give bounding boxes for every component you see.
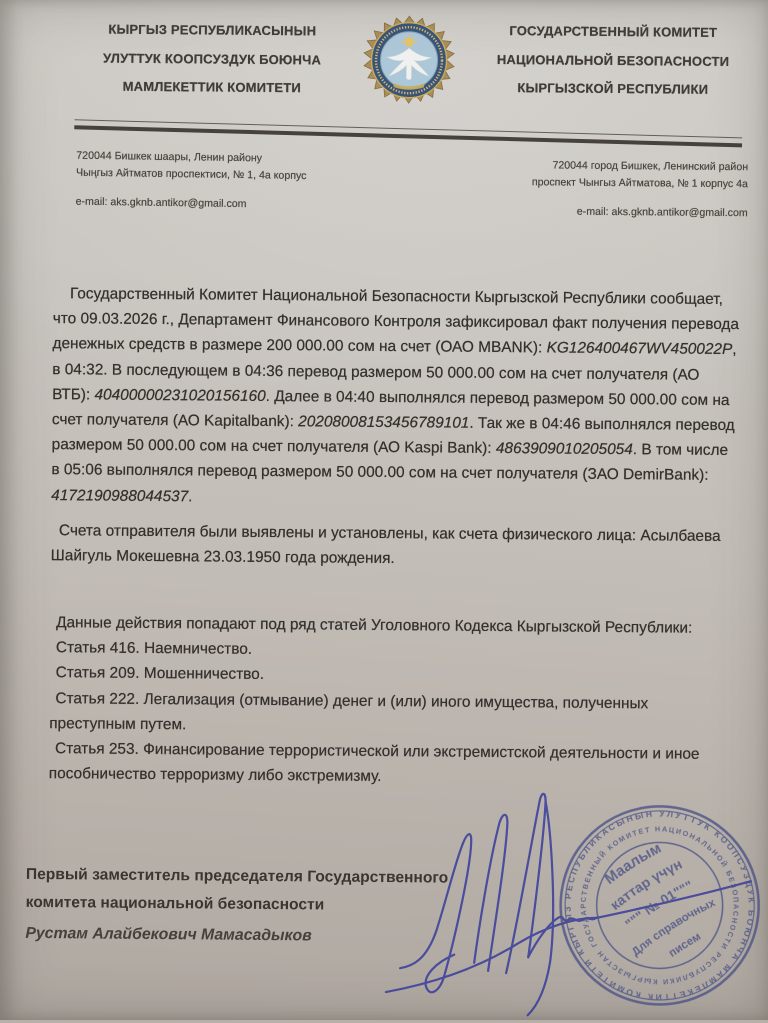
org-name-kyrgyz	[73, 15, 352, 103]
criminal-code-article-line: Статья 209. Мошенничество.	[50, 660, 738, 691]
account-number: KG126400467WV450022P	[547, 340, 733, 359]
org-name-russian	[469, 17, 758, 105]
signer-title-line2: комитета национальной безопасности	[26, 889, 462, 921]
signer-name: Рустам Алайбекович Мамасадыков	[25, 925, 311, 945]
address-block-russian	[472, 157, 749, 222]
stamp-inner-ring-text: ГОСУДАРСТВЕННЫЙ КОМИТЕТ НАЦИОНАЛЬНОЙ БЕЗОПАСНОСТИ РЕСПУБЛИКИ КЫРГЫЗСТАН	[554, 800, 766, 1012]
org-left-line2: УЛУТТУК КООПСУЗДУК БОЮНЧА	[73, 44, 351, 75]
stamp-center-line1: Маалым	[601, 838, 666, 889]
paragraph-criminal-articles	[49, 610, 739, 792]
svg-text:ГОСУДАРСТВЕННЫЙ КОМИТЕТ НАЦИОН	[554, 800, 766, 1012]
account-number: 4172190988044537	[51, 487, 188, 505]
account-number: 4863909010205054	[496, 440, 633, 458]
criminal-code-article-line: Данные действия попадают под ряд статей Уголовного Кодекса Кыргызской Республики:	[50, 610, 738, 641]
criminal-code-article-line: Статья 222. Легализация (отмывание) денег и (или) иного имущества, полученных преступным путем.	[49, 686, 737, 742]
paragraph-sender-identified: Счета отправителя были выявлены и установлены, как счета физического лица: Асылбаева Шайгуль Мокешевна 23.03.1950 года рождения.	[51, 518, 739, 574]
body-text-segment: . Далее в 04:40 выполнялся перевод размером 50 000.00 сом на счет получателя (АО Kapitalbank):	[52, 388, 730, 430]
org-right-line2: НАЦИОНАЛЬНОЙ БЕЗОПАСНОСТИ	[469, 45, 757, 76]
criminal-code-article-line: Статья 416. Наемничество.	[50, 635, 738, 666]
criminal-code-article-line: Статья 253. Финансирование террористической или экстремистской деятельности и иное пособничество терроризму либо экстремизму.	[49, 736, 737, 792]
signer-title-line1: Первый заместитель председателя Государственного	[26, 861, 462, 893]
org-left-line3: МАМЛЕКЕТТИК КОМИТЕТИ	[73, 72, 351, 103]
state-emblem-icon	[363, 15, 456, 108]
stamp-center-line2: каттар үчүн	[606, 853, 687, 914]
org-right-line1: ГОСУДАРСТВЕННЫЙ КОМИТЕТ	[469, 17, 757, 48]
official-round-stamp	[554, 800, 766, 1012]
body-text-segment: . Так же в 04:46 выполнялся перевод размером 50 000.00 сом на счет получателя (АО Kaspi Bank):	[52, 415, 735, 457]
address-right-line2: проспект Чынгыз Айтматова, № 1 корпус 4а	[472, 174, 748, 193]
stamp-outer-ring-text: КЫРГЫЗ РЕСПУБЛИКАСЫНЫН УЛУТТУК КООПСУЗДУК БОЮНЧА МАМЛЕКЕТТИК КОМИТЕТИ	[554, 800, 766, 1012]
account-number: 20208008153456789101	[298, 413, 469, 431]
paragraph-transfers	[51, 281, 741, 514]
address-left-line1: 720044 Бишкек шаары, Ленин району	[76, 148, 307, 168]
body-text-segment: .	[188, 488, 192, 505]
account-number: 40400000231020156160	[94, 386, 265, 404]
body-text-segment: . В том числе в 05:06 выполнялся перевод размером 50 000.00 сом на счет получателя (ЗАО DemirBank):	[51, 441, 728, 484]
stamp-center-line3: """ № 01"""	[621, 876, 696, 933]
org-left-line1: КЫРГЫЗ РЕСПУБЛИКАСЫНЫН	[73, 15, 351, 46]
email-left: e-mail: aks.gknb.antikor@gmail.com	[76, 194, 307, 214]
header-divider	[74, 119, 742, 147]
body-text-segment: Государственный Комитет Национальной Безопасности Кыргызской Республики сообщает, что 09.03.2026 г., Департамент Финансового Контроля зафиксировал факт получения перевода денежных средств в размере 200 000.00 сом на счет (ОАО MBANK):	[52, 285, 739, 357]
stamp-center-line5: писем	[667, 930, 704, 960]
address-left-line2: Чыңгыз Айтматов проспектиси, № 1, 4а корпус	[76, 165, 307, 185]
stamp-center-line4: Для справочных	[628, 894, 719, 959]
address-right-line1: 720044 город Бишкек, Ленинский район	[472, 157, 748, 176]
org-right-line3: КЫРГЫЗСКОЙ РЕСПУБЛИКИ	[469, 74, 757, 105]
email-right: e-mail: aks.gknb.antikor@gmail.com	[472, 203, 748, 222]
body-text-segment: , в 04:32. В последующем в 04:36 перевод размером 50 000.00 сом на счет получателя (АО ВТБ):	[52, 341, 737, 403]
address-block-kyrgyz	[76, 148, 307, 214]
